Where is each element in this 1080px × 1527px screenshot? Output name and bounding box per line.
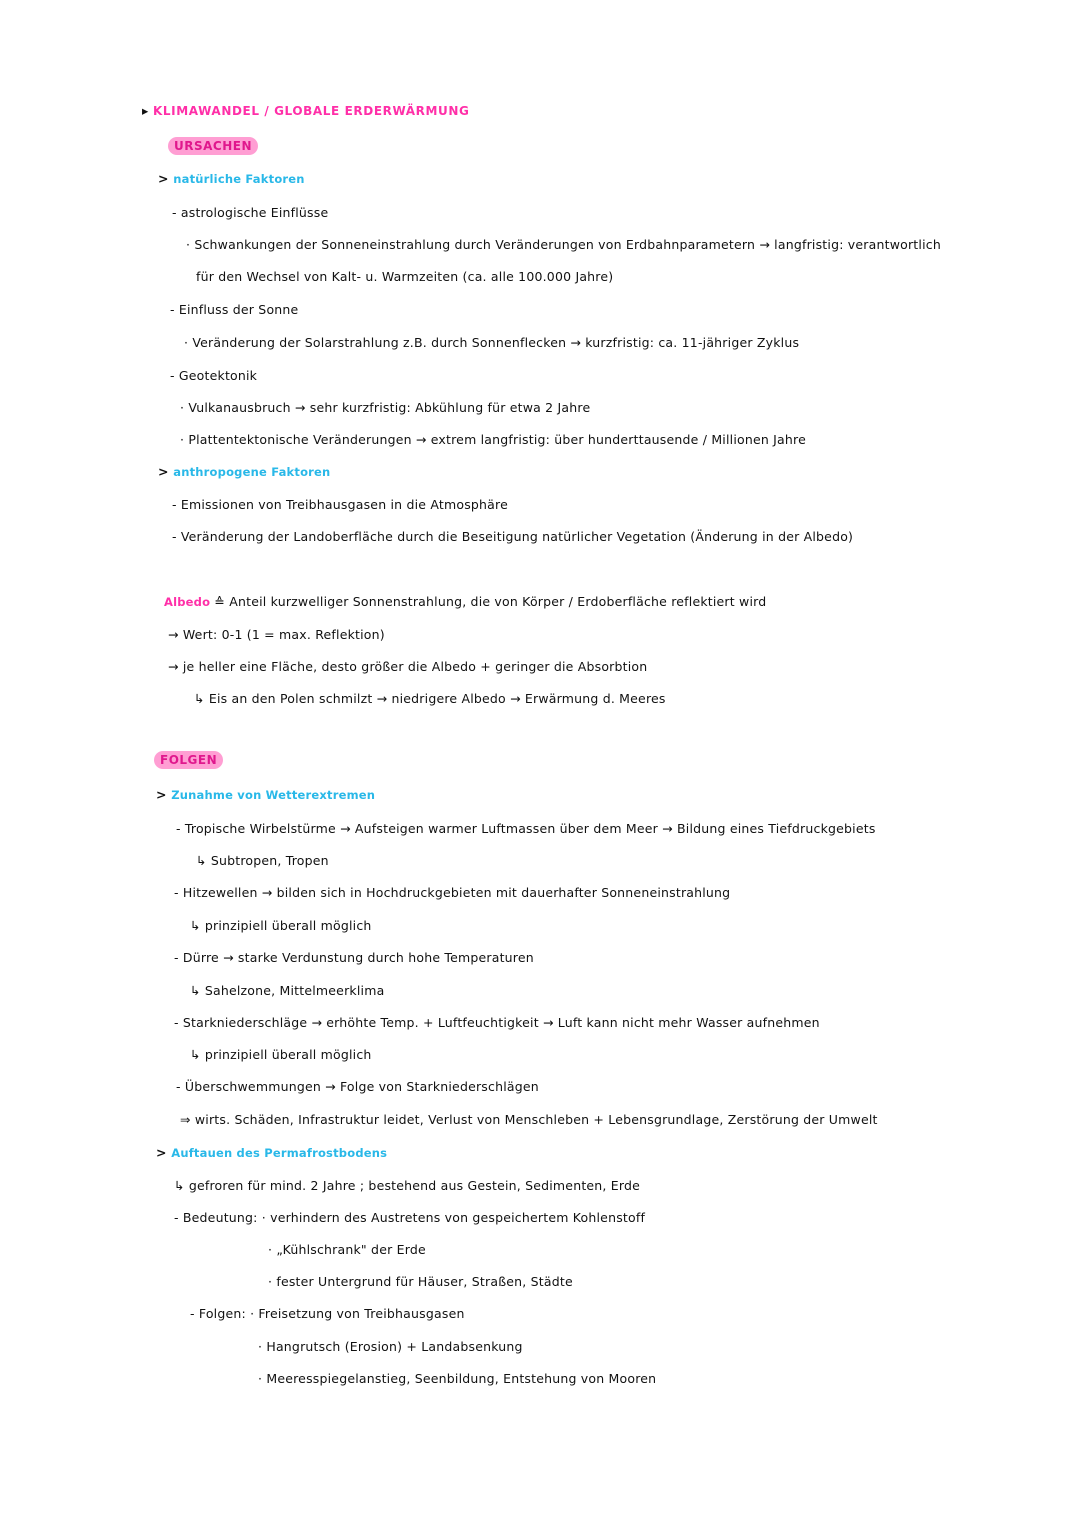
subsection-natuerlich xyxy=(158,170,305,188)
arrow-marker-icon: > xyxy=(158,464,174,479)
note-line: - Starkniederschläge → erhöhte Temp. + Luftfeuchtigkeit → Luft kann nicht mehr Wasser aufnehmen xyxy=(174,1015,820,1030)
note-line: - Bedeutung: · verhindern des Austretens von gespeichertem Kohlenstoff xyxy=(174,1210,646,1225)
note-line: · Vulkanausbruch → sehr kurzfristig: Abkühlung für etwa 2 Jahre xyxy=(180,400,591,415)
heading-row xyxy=(142,102,469,120)
note-line: ↳ Eis an den Polen schmilzt → niedrigere Albedo → Erwärmung d. Meeres xyxy=(194,691,666,706)
note-line: - Hitzewellen → bilden sich in Hochdruckgebieten mit dauerhafter Sonneneinstrahlung xyxy=(174,885,731,900)
note-line: ↳ prinzipiell überall möglich xyxy=(190,918,372,933)
note-line: - Dürre → starke Verdunstung durch hohe Temperaturen xyxy=(174,950,534,965)
note-line: ↳ Sahelzone, Mittelmeerklima xyxy=(190,983,385,998)
note-line: - Emissionen von Treibhausgasen in die Atmosphäre xyxy=(172,497,508,512)
note-line: - Veränderung der Landoberfläche durch die Beseitigung natürlicher Vegetation (Änderung in der Albedo) xyxy=(172,529,854,544)
page-title: KLIMAWANDEL / GLOBALE ERDERWÄRMUNG xyxy=(153,104,470,118)
note-line: - Überschwemmungen → Folge von Starkniederschlägen xyxy=(176,1079,539,1094)
subsection-anthro xyxy=(158,463,330,481)
note-line: - Einfluss der Sonne xyxy=(170,302,299,317)
subsection-label: Auftauen des Permafrostbodens xyxy=(171,1146,388,1160)
albedo-def-text: ≙ Anteil kurzwelliger Sonnenstrahlung, die von Körper / Erdoberfläche reflektiert wird xyxy=(214,594,767,609)
note-line: · Meeresspiegelanstieg, Seenbildung, Entstehung von Mooren xyxy=(258,1371,657,1386)
section-label-folgen: FOLGEN xyxy=(154,751,223,769)
note-line: · Plattentektonische Veränderungen → extrem langfristig: über hunderttausende / Millionen Jahre xyxy=(180,432,806,447)
note-line: · Hangrutsch (Erosion) + Landabsenkung xyxy=(258,1339,523,1354)
section-ursachen xyxy=(168,137,258,155)
bullet-triangle-icon: ▸ xyxy=(142,103,154,118)
note-line: ⇒ wirts. Schäden, Infrastruktur leidet, Verlust von Menschleben + Lebensgrundlage, Zerstörung der Umwelt xyxy=(180,1112,878,1127)
note-line: - Geotektonik xyxy=(170,368,258,383)
note-line: ↳ gefroren für mind. 2 Jahre ; bestehend aus Gestein, Sedimenten, Erde xyxy=(174,1178,641,1193)
section-folgen xyxy=(154,751,223,769)
subsection-perma xyxy=(156,1144,387,1162)
note-line: ↳ prinzipiell überall möglich xyxy=(190,1047,372,1062)
note-line: · Schwankungen der Sonneneinstrahlung durch Veränderungen von Erdbahnparametern → langfristig: verantwortlich xyxy=(186,237,941,252)
arrow-marker-icon: > xyxy=(158,171,174,186)
note-line: ↳ Subtropen, Tropen xyxy=(196,853,329,868)
arrow-marker-icon: > xyxy=(156,787,172,802)
subsection-label: Zunahme von Wetterextremen xyxy=(171,788,376,802)
note-line: - astrologische Einflüsse xyxy=(172,205,329,220)
section-label-ursachen: URSACHEN xyxy=(168,137,258,155)
albedo-term: Albedo xyxy=(164,595,211,609)
note-line: - Tropische Wirbelstürme → Aufsteigen warmer Luftmassen über dem Meer → Bildung eines Tiefdruckgebiets xyxy=(176,821,876,836)
note-line: für den Wechsel von Kalt- u. Warmzeiten (ca. alle 100.000 Jahre) xyxy=(196,269,614,284)
subsection-wetter xyxy=(156,786,375,804)
note-line: - Folgen: · Freisetzung von Treibhausgasen xyxy=(190,1306,465,1321)
subsection-label: anthropogene Faktoren xyxy=(173,465,331,479)
note-line: · „Kühlschrank" der Erde xyxy=(268,1242,426,1257)
arrow-marker-icon: > xyxy=(156,1145,172,1160)
note-line: → je heller eine Fläche, desto größer die Albedo + geringer die Absorbtion xyxy=(168,659,648,674)
note-line: · fester Untergrund für Häuser, Straßen, Städte xyxy=(268,1274,573,1289)
albedo-definition xyxy=(164,593,766,611)
note-line: → Wert: 0-1 (1 = max. Reflektion) xyxy=(168,627,385,642)
note-line: · Veränderung der Solarstrahlung z.B. durch Sonnenflecken → kurzfristig: ca. 11-jähriger Zyklus xyxy=(184,335,800,350)
subsection-label: natürliche Faktoren xyxy=(173,172,305,186)
